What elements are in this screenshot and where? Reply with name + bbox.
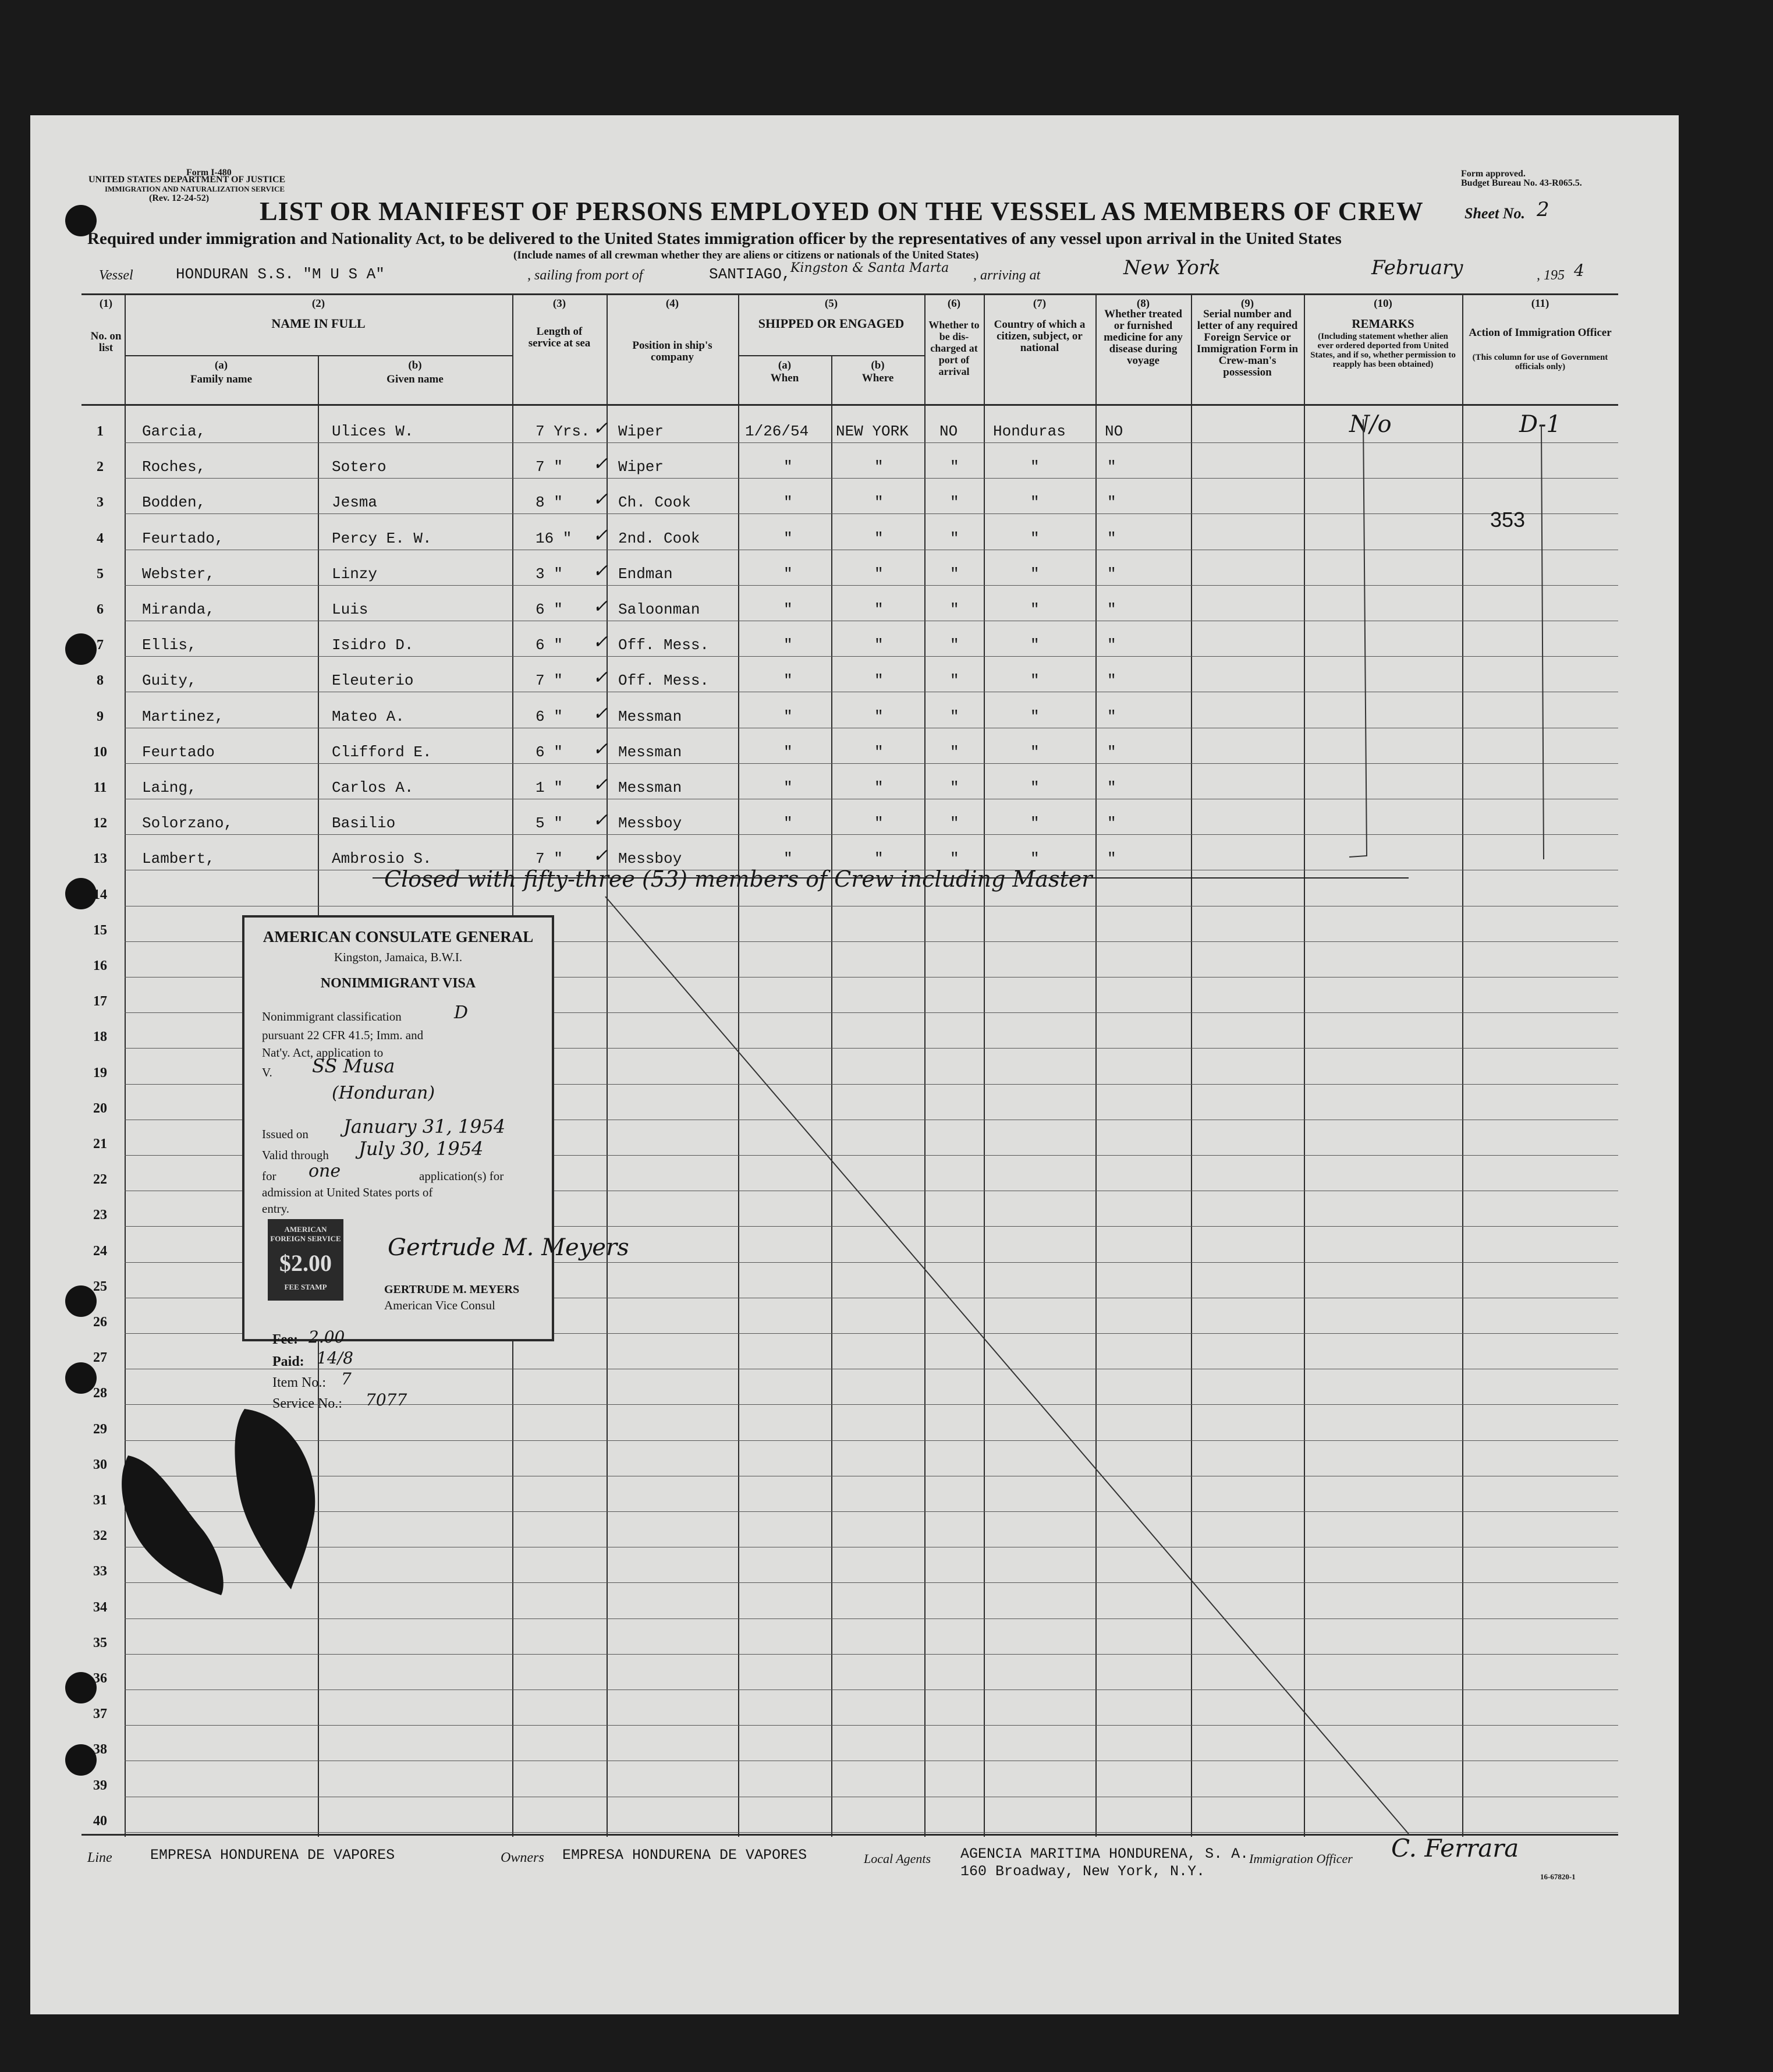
line-number: 30 [93,1457,107,1472]
given-name: Ambrosio S. [332,850,432,868]
service-name: IMMIGRATION AND NATURALIZATION SERVICE [105,185,285,193]
line-number: 14 [93,887,107,902]
given-name: Eleuterio [332,672,414,690]
stamp-classification-label: Nonimmigrant classification [262,1010,402,1023]
service-length: 6 " [536,601,563,618]
service-length: 7 " [536,850,563,868]
arriving-port: New York [1123,256,1221,279]
line-number: 11 [93,780,107,795]
line-number: 18 [93,1029,107,1045]
line-number: 23 [93,1207,107,1223]
ship-position: Off. Mess. [618,636,710,654]
discharge-status: " [950,672,959,690]
shipped-where: " [874,601,884,618]
stamp-for-label: for [262,1169,276,1183]
shipped-where: " [874,565,884,583]
col4-label: Position in ship's company [632,339,712,363]
line-number: 6 [97,602,104,617]
given-name: Ulices W. [332,423,414,440]
check-mark: ✓ [593,417,608,439]
officer-label: Immigration Officer [1249,1851,1353,1866]
item-label: Item No.: [272,1375,326,1390]
family-name: Martinez, [142,707,224,725]
line-number: 16 [93,958,107,973]
shipped-when: " [783,850,793,868]
line-number: 22 [93,1172,107,1188]
sailing-port: SANTIAGO, [709,265,791,283]
col11-label: Action of Immigration Officer [1469,327,1612,339]
line-number: 15 [93,922,107,938]
col10-note: (Including statement whether alien ever ordered deported from United States, and if so, whether permission to reapply has been obtained) [1310,332,1456,369]
stamp-place: Kingston, Jamaica, B.W.I. [334,950,463,964]
discharge-status: " [950,565,959,583]
check-mark: ✓ [593,595,608,617]
shipped-where: " [874,850,884,868]
form-number: Form I-480 [186,168,232,178]
service-length: 3 " [536,565,563,583]
ship-position: Messman [618,743,682,761]
line-number: 8 [97,673,104,689]
fee-stamp [268,1219,343,1301]
col5b-label: Where [861,372,894,384]
col9-number: (9) [1240,297,1254,310]
ship-position: Messman [618,707,682,725]
ship-position: Off. Mess. [618,672,710,690]
col11-note: (This column for use of Government officials only) [1472,353,1608,371]
discharge-status: NO [939,423,958,440]
service-value: 7077 [366,1390,407,1409]
arrival-month: February [1371,256,1463,279]
stamp-pursuant: pursuant 22 CFR 41.5; Imm. and [262,1028,424,1042]
agents-label: Local Agents [864,1851,931,1866]
stamp-v-label: V. [262,1065,272,1079]
check-mark: ✓ [593,452,608,475]
medicine-status: " [1107,779,1116,796]
line-number: 9 [97,709,104,724]
service-length: 5 " [536,814,563,833]
department: UNITED STATES DEPARTMENT OF JUSTICE [88,175,286,185]
stamp-valid-label: Valid through [262,1148,329,1162]
discharge-status: " [950,529,959,547]
stamp-ship-flag: (Honduran) [332,1083,435,1103]
shipped-when: " [783,529,793,547]
col9-label: Serial number and letter of any required Foreign Service or Immigration Form in Crew-man's possession [1196,308,1299,378]
shipped-when: " [783,565,793,583]
col2b-label: Given name [386,373,444,385]
line-number: 24 [93,1243,107,1259]
service-length: 6 " [536,707,563,725]
owners-label: Owners [501,1850,544,1865]
paid-value: 14/8 [317,1348,353,1368]
col5b-number: (b) [871,359,885,371]
action-number: 353 [1490,508,1526,532]
family-name: Roches, [142,458,206,476]
stamp-visa-title: NONIMMIGRANT VISA [320,976,476,991]
country: " [1030,494,1040,512]
stamp-issued-date: January 31, 1954 [343,1115,506,1138]
vessel-name: HONDURAN S.S. "M U S A" [176,265,385,283]
service-length: 16 " [536,529,572,547]
col2-number: (2) [311,297,325,310]
line-number: 38 [93,1742,107,1758]
fee-label: Fee: [272,1332,298,1347]
fee-stamp-line: FEE STAMP [284,1283,327,1291]
medicine-status: " [1107,814,1116,833]
subtitle: Required under immigration and Nationality Act, to be delivered to the United States immigration officer by the representatives of any vessel upon arrival in the United States [87,229,1342,248]
given-name: Carlos A. [332,779,414,796]
stamp-classification: D [454,1003,469,1023]
col3-number: (3) [552,297,566,310]
shipped-when: " [783,458,793,476]
line-number: 35 [93,1635,107,1650]
medicine-status: " [1107,850,1116,868]
line-number: 10 [93,744,107,760]
year-label: , 195 [1537,268,1565,283]
visa-stamp [242,915,629,1341]
line-number: 13 [93,851,107,867]
check-mark: ✓ [593,702,608,724]
country: " [1030,565,1040,583]
ship-position: Wiper [618,458,664,476]
family-name: Garcia, [142,423,206,440]
medicine-status: " [1107,529,1116,547]
shipped-where: " [874,458,884,476]
stamp-ship: SS Musa [312,1055,395,1077]
country: " [1030,743,1040,761]
shipped-when: " [783,814,793,833]
family-name: Miranda, [142,601,215,618]
line-number: 12 [93,816,107,831]
line-number: 4 [97,530,104,546]
agents-value: AGENCIA MARITIMA HONDURENA, S. A. [960,1846,1249,1862]
col10-number: (10) [1374,297,1392,310]
check-mark: ✓ [593,488,608,511]
ship-position: Saloonman [618,601,700,618]
family-name: Solorzano, [142,814,233,833]
shipped-where: NEW YORK [836,423,909,440]
line-number: 26 [93,1315,107,1330]
col2a-number: (a) [214,359,228,371]
shipped-where: " [874,779,884,796]
fee-stamp-amount: $2.00 [279,1250,332,1276]
agents-address: 160 Broadway, New York, N.Y. [960,1863,1205,1880]
vice-consul-signature: Gertrude M. Meyers [388,1234,629,1261]
service-length: 7 " [536,672,563,690]
sailing-port-handwritten: Kingston & Santa Marta [790,261,949,275]
shipped-where: " [874,494,884,512]
medicine-status: " [1107,707,1116,725]
check-mark: ✓ [593,523,608,546]
vice-consul-name: GERTRUDE M. MEYERS [384,1283,520,1296]
family-name: Feurtado [142,743,215,761]
medicine-status: " [1107,636,1116,654]
paid-label: Paid: [272,1354,304,1369]
col4-number: (4) [665,297,679,310]
line-number: 5 [97,566,104,582]
item-value: 7 [341,1369,352,1389]
service-label: Service No.: [272,1396,342,1411]
sheet-number: 2 [1537,198,1549,221]
medicine-status: NO [1105,423,1123,440]
page-title: LIST OR MANIFEST OF PERSONS EMPLOYED ON THE VESSEL AS MEMBERS OF CREW [260,196,1424,226]
arriving-label: , arriving at [973,268,1041,283]
embossed-seal-marks [105,1397,373,1607]
stamp-issued-label: Issued on [262,1127,308,1141]
remarks-mark: N/o [1349,411,1392,438]
check-mark: ✓ [593,666,608,689]
shipped-when: " [783,494,793,512]
shipped-when: " [783,636,793,654]
given-name: Sotero [332,458,386,476]
col2-label: NAME IN FULL [271,316,366,331]
col2a-label: Family name [190,373,253,385]
check-mark: ✓ [593,773,608,795]
family-name: Ellis, [142,636,197,654]
discharge-status: " [950,707,959,725]
country: " [1030,636,1040,654]
closed-note: Closed with fifty-three (53) members of Crew including Master [384,866,1093,892]
discharge-status: " [950,636,959,654]
service-length: 6 " [536,743,563,761]
col2b-number: (b) [408,359,422,371]
line-number: 17 [93,994,107,1010]
action-mark: D-1 [1519,411,1561,438]
medicine-status: " [1107,565,1116,583]
shipped-where: " [874,636,884,654]
line-number: 20 [93,1100,107,1116]
shipped-where: " [874,743,884,761]
given-name: Isidro D. [332,636,414,654]
form-approved: Form approved. [1461,169,1526,179]
fee-stamp-line: AMERICAN [284,1225,327,1234]
col1-number: (1) [99,297,113,310]
line-number: 40 [93,1813,107,1829]
stamp-nationality-act: Nat'y. Act, application to [262,1046,384,1060]
revision: (Rev. 12-24-52) [149,193,210,203]
print-code: 16-67820-1 [1540,1872,1576,1881]
service-length: 1 " [536,779,563,796]
shipped-where: " [874,814,884,833]
line-number: 37 [93,1706,107,1722]
col5a-label: When [770,372,799,384]
stamp-valid-date: July 30, 1954 [359,1138,484,1160]
shipped-where: " [874,529,884,547]
budget-bureau: Budget Bureau No. 43-R065.5. [1461,178,1582,188]
year-value: 4 [1574,261,1584,280]
given-name: Mateo A. [332,707,405,725]
line-number: 39 [93,1777,107,1793]
medicine-status: " [1107,601,1116,618]
check-mark: ✓ [593,737,608,760]
col6-number: (6) [947,297,961,310]
service-length: 8 " [536,494,563,512]
shipped-when: 1/26/54 [745,423,809,440]
stamp-entry: entry. [262,1202,290,1216]
line-number: 25 [93,1278,107,1294]
family-name: Webster, [142,565,215,583]
family-name: Bodden, [142,494,206,512]
country: " [1030,458,1040,476]
discharge-status: " [950,814,959,833]
line-number: 31 [93,1493,107,1508]
family-name: Guity, [142,672,197,690]
subtitle-note: (Include names of all crewman whether they are aliens or citizens or nationals of the United States) [513,249,979,261]
given-name: Clifford E. [332,743,432,761]
given-name: Percy E. W. [332,529,432,547]
line-number: 19 [93,1065,107,1081]
shipped-when: " [783,672,793,690]
col5-label: SHIPPED OR ENGAGED [758,316,905,331]
line-number: 7 [97,637,104,653]
col7-number: (7) [1033,297,1047,310]
line-number: 2 [97,459,104,475]
line-label: Line [87,1850,112,1865]
line-number: 34 [93,1599,107,1615]
col11-number: (11) [1531,297,1549,310]
check-mark: ✓ [593,809,608,831]
fee-stamp-line: FOREIGN SERVICE [270,1234,341,1243]
country: " [1030,814,1040,833]
service-length: 6 " [536,636,563,654]
given-name: Linzy [332,565,378,583]
col3-label: Length of service at sea [528,325,591,349]
line-number: 21 [93,1136,107,1152]
line-number: 36 [93,1671,107,1686]
stamp-for-value: one [308,1161,341,1181]
discharge-status: " [950,850,959,868]
family-name: Laing, [142,779,197,796]
sheet-label: Sheet No. [1465,205,1525,222]
ship-position: Messboy [618,814,682,833]
col5a-number: (a) [778,359,792,371]
given-name: Basilio [332,814,396,833]
col8-number: (8) [1136,297,1150,310]
discharge-status: " [950,494,959,512]
stamp-consulate: AMERICAN CONSULATE GENERAL [263,928,534,945]
fee-value: 2.00 [308,1327,345,1347]
shipped-when: " [783,601,793,618]
medicine-status: " [1107,458,1116,476]
col1-label: No. on list [90,330,122,354]
line-number: 28 [93,1386,107,1401]
col6-label: Whether to be dis-charged at port of arrival [928,319,980,377]
ship-position: Ch. Cook [618,494,691,512]
ship-position: Messman [618,779,682,796]
line-number: 1 [97,424,104,439]
shipped-when: " [783,779,793,796]
shipped-when: " [783,743,793,761]
given-name: Luis [332,601,368,618]
shipped-where: " [874,707,884,725]
line-number: 27 [93,1350,107,1366]
country: " [1030,707,1040,725]
discharge-status: " [950,601,959,618]
service-length: 7 " [536,458,563,476]
col7-label: Country of which a citizen, subject, or national [994,318,1086,354]
shipped-where: " [874,672,884,690]
discharge-status: " [950,743,959,761]
given-name: Jesma [332,494,378,512]
line-number: 32 [93,1528,107,1544]
family-name: Lambert, [142,850,215,868]
vice-consul-title: American Vice Consul [384,1298,495,1312]
line-value: EMPRESA HONDURENA DE VAPORES [150,1847,395,1864]
country: Honduras [993,423,1066,440]
check-mark: ✓ [593,559,608,582]
stamp-admission: admission at United States ports of [262,1185,433,1199]
check-mark: ✓ [593,631,608,653]
medicine-status: " [1107,743,1116,761]
country: " [1030,850,1040,868]
line-number: 29 [93,1421,107,1437]
check-mark: ✓ [593,844,608,867]
ship-position: Endman [618,565,673,583]
country: " [1030,672,1040,690]
country: " [1030,601,1040,618]
col8-label: Whether treated or furnished medicine for any disease during voyage [1104,308,1183,367]
owners-value: EMPRESA HONDURENA DE VAPORES [562,1847,807,1864]
ship-position: Wiper [618,423,664,440]
col10-label: REMARKS [1352,317,1414,331]
country: " [1030,779,1040,796]
officer-signature: C. Ferrara [1391,1834,1519,1862]
family-name: Feurtado, [142,529,224,547]
sailing-label: , sailing from port of [527,268,643,283]
discharge-status: " [950,458,959,476]
country: " [1030,529,1040,547]
shipped-when: " [783,707,793,725]
vessel-label: Vessel [99,268,133,283]
discharge-status: " [950,779,959,796]
line-number: 3 [97,495,104,511]
stamp-application-label: application(s) for [419,1169,504,1183]
ship-position: 2nd. Cook [618,529,700,547]
ship-position: Messboy [618,850,682,868]
medicine-status: " [1107,672,1116,690]
col5-number: (5) [824,297,838,310]
line-number: 33 [93,1564,107,1579]
service-length: 7 Yrs. [536,423,590,440]
medicine-status: " [1107,494,1116,512]
